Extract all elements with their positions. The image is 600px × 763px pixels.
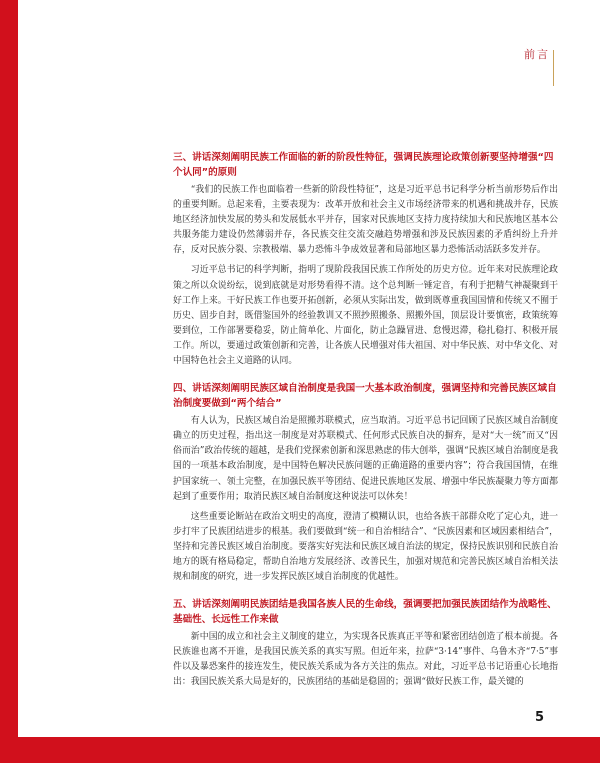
section-label: 前言 <box>524 48 550 61</box>
bottom-accent-bar <box>0 737 600 763</box>
paragraph: 新中国的成立和社会主义制度的建立，为实现各民族真正平等和紧密团结创造了根本前提。各民族谁也离不开谁，是我国民族关系的真实写照。但近年来，拉萨“3·14”事件、乌鲁木齐“7·5”事件以及暴恐案件的接连发生，使民族关系成为各方关注的焦点。对此，习近平总书记语重心长地指出：我国民族关系大局是好的，民族团结的基础是稳固的；强调“做好民族工作，最关键的 <box>173 632 558 688</box>
left-accent-bar <box>0 0 18 763</box>
paragraph: 有人认为，民族区域自治是照搬苏联模式，应当取消。习近平总书记回顾了民族区域自治制度确立的历史过程，指出这一制度是对苏联模式、任何形式民族自决的摒弃，是对“大一统”而又“因俗而治”政治传统的超越，是我们党探索创新和深思熟虑的伟大创举，强调“民族区域自治制度是我国的一项基本政治制度，是中国特色解决民族问题的正确道路的重要内容”；符合我国国情，在维护国家统一、领土完整，在加强民族平等团结、促进民族地区发展、增强中华民族凝聚力等方面都起到了重要作用；取消民族区域自治制度这种说法可以休矣！ <box>173 416 558 502</box>
section-heading-3: 三、讲话深刻阐明民族工作面临的新的阶段性特征，强调民族理论政策创新要坚持增强“四个认同”的原则 <box>173 152 554 178</box>
article-body <box>173 150 558 691</box>
section-label-divider <box>553 50 554 86</box>
page-number: 5 <box>535 710 545 725</box>
section-heading-4: 四、讲话深刻阐明民族区域自治制度是我国一大基本政治制度，强调坚持和完善民族区域自治制度要做到“两个结合” <box>173 383 557 410</box>
section-heading-5: 五、讲话深刻阐明民族团结是我国各族人民的生命线，强调要把加强民族团结作为战略性、基础性、长远性工作来做 <box>173 599 557 626</box>
paragraph: 习近平总书记的科学判断，指明了现阶段我国民族工作所处的历史方位。近年来对民族理论政策之所以众说纷纭，说到底就是对形势看得不清。这个总判断一锤定音，有利于把精气神凝聚到干好工作上来。干好民族工作也要开拓创新，必须从实际出发，做到既尊重我国国情和传统又不囿于历史、固步自封，既借鉴国外的经验教训又不照抄照搬条、照搬外国，顶层设计要慎密，政策统筹要到位，工作部署要稳妥，防止简单化、片面化，防止急躁冒进、怠慢迟滞，稳扎稳打、积极开展工作。所以，要通过政策创新和完善，让各族人民增强对伟大祖国、对中华民族、对中华文化、对中国特色社会主义道路的认同。 <box>173 265 558 367</box>
paragraph: 这些重要论断站在政治文明史的高度，澄清了模糊认识，也给各族干部群众吃了定心丸，进一步打牢了民族团结进步的根基。我们要做到“统一和自治相结合”、“民族因素和区域因素相结合”，坚持和完善民族区域自治制度。要落实好宪法和民族区域自治法的规定，保持民族识别和民族自治地方的既有格局稳定，帮助自治地方发展经济、改善民生，加强对规范和完善民族区域自治相关法规和制度的研究，进一步发挥民族区域自治制度的优越性。 <box>173 511 558 583</box>
paragraph: “我们的民族工作也面临着一些新的阶段性特征”，这是习近平总书记科学分析当前形势后作出的重要判断。总起来看，主要表现为：改革开放和社会主义市场经济带来的机遇和挑战并存，民族地区经济加快发展的势头和发展低水平并存，国家对民族地区支持力度持续加大和民族地区基本公共服务能力建设仍然薄弱并存，各民族交往交流交融趋势增强和涉及民族因素的矛盾纠纷上升并存，反对民族分裂、宗教极端、暴力恐怖斗争成效显著和局部地区暴力恐怖活动活跃多发并存。 <box>173 185 558 256</box>
